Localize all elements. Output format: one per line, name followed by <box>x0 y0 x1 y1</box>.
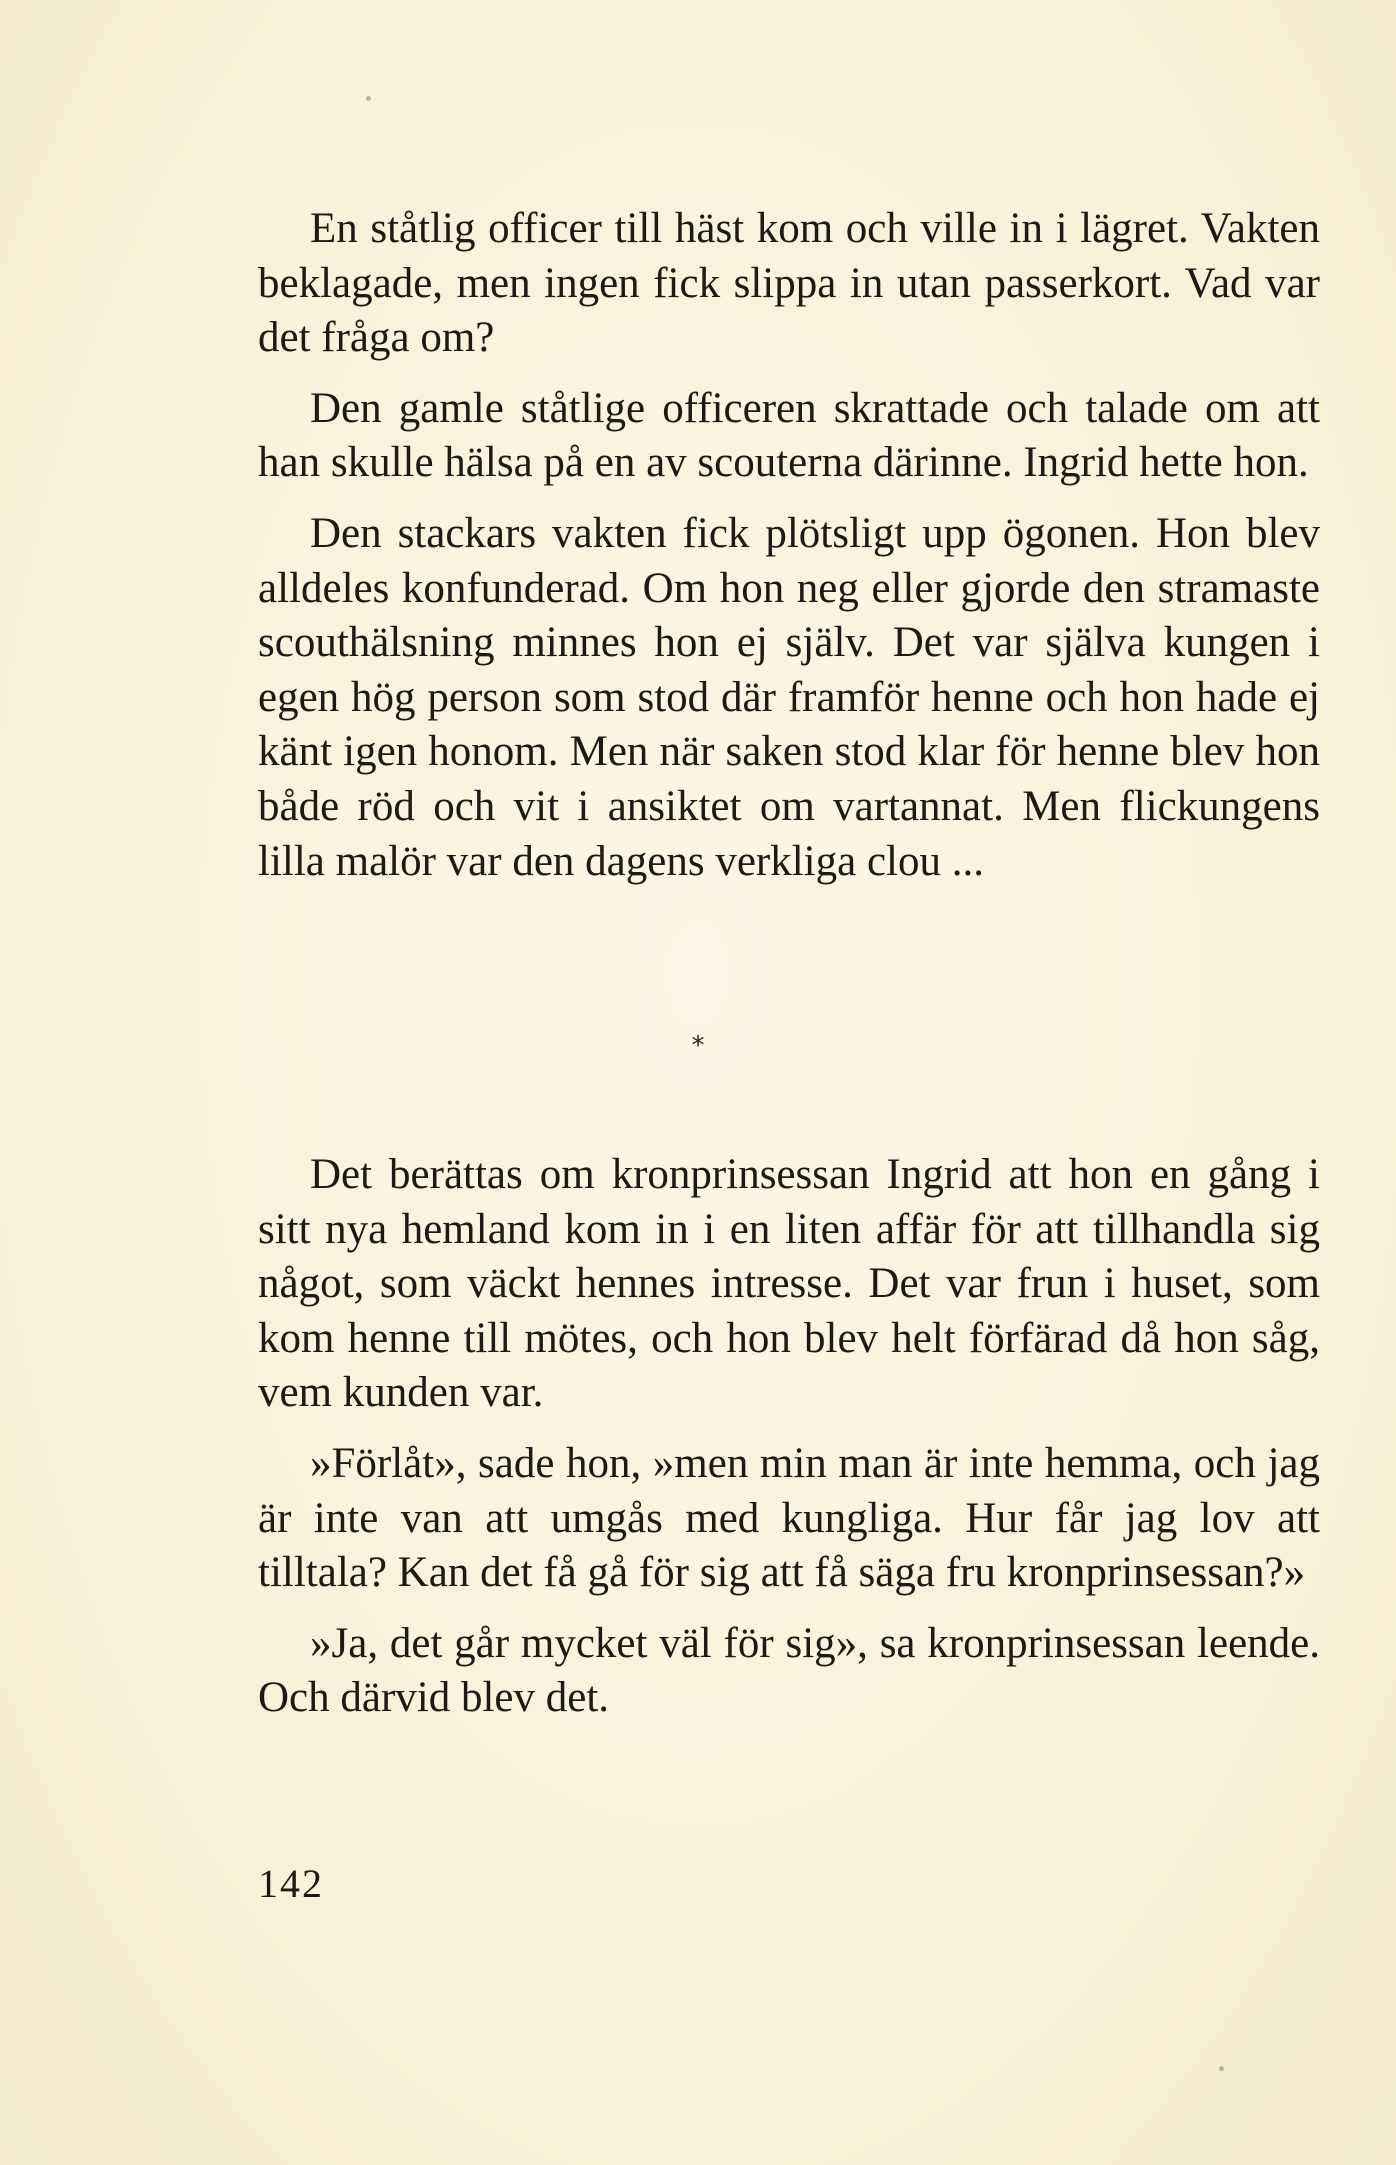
paragraph-officer-arrives: En ståtlig officer till häst kom och ville in i lägret. Vakten beklagade, men ingen fick slippa in utan passerkort. Vad var det fråga om? <box>258 205 1320 362</box>
page-number: 142 <box>258 1861 324 1906</box>
text-section-one <box>258 202 1320 889</box>
paper-speck-top <box>366 96 371 101</box>
paragraph-shopkeeper-question: »Förlåt», sade hon, »men min man är inte hemma, och jag är inte van att umgås med kungliga. Hur får jag lov att tilltala? Kan det få gå för sig att få säga fru kronprinsessan?» <box>258 1439 1320 1597</box>
paragraph-officer-laughs: Den gamle ståtlige officeren skrattade och talade om att han skulle hälsa på en av scouterna därinne. Ingrid hette hon. <box>258 384 1320 487</box>
paragraph-crown-princess-shop: Det berättas om kronprinsessan Ingrid att hon en gång i sitt nya hemland kom in i en liten affär för att tillhandla sig något, som väckt hennes intresse. Det var frun i huset, som kom henne till mötes, och hon blev helt förfärad då hon såg, vem kunden var. <box>258 1151 1320 1417</box>
paragraph-crown-princess-answer: »Ja, det går mycket väl för sig», sa kronprinsessan leende. Och därvid blev det. <box>258 1619 1320 1722</box>
paragraph-guard-confused: Den stackars vakten fick plötsligt upp ögonen. Hon blev alldeles konfunderad. Om hon neg eller gjorde den stramaste scouthälsning minnes hon ej själv. Det var själva kungen i egen hög person som stod där framför henne och hon hade ej känt igen honom. Men när saken stod klar för henne blev hon både röd och vit i ansiktet om vartannat. Men flickungens lilla malör var den dagens verkliga clou ... <box>258 509 1320 885</box>
text-section-two <box>258 1148 1320 1726</box>
paper-speck-bottom <box>1219 2066 1224 2071</box>
section-separator: * <box>691 1031 705 1061</box>
